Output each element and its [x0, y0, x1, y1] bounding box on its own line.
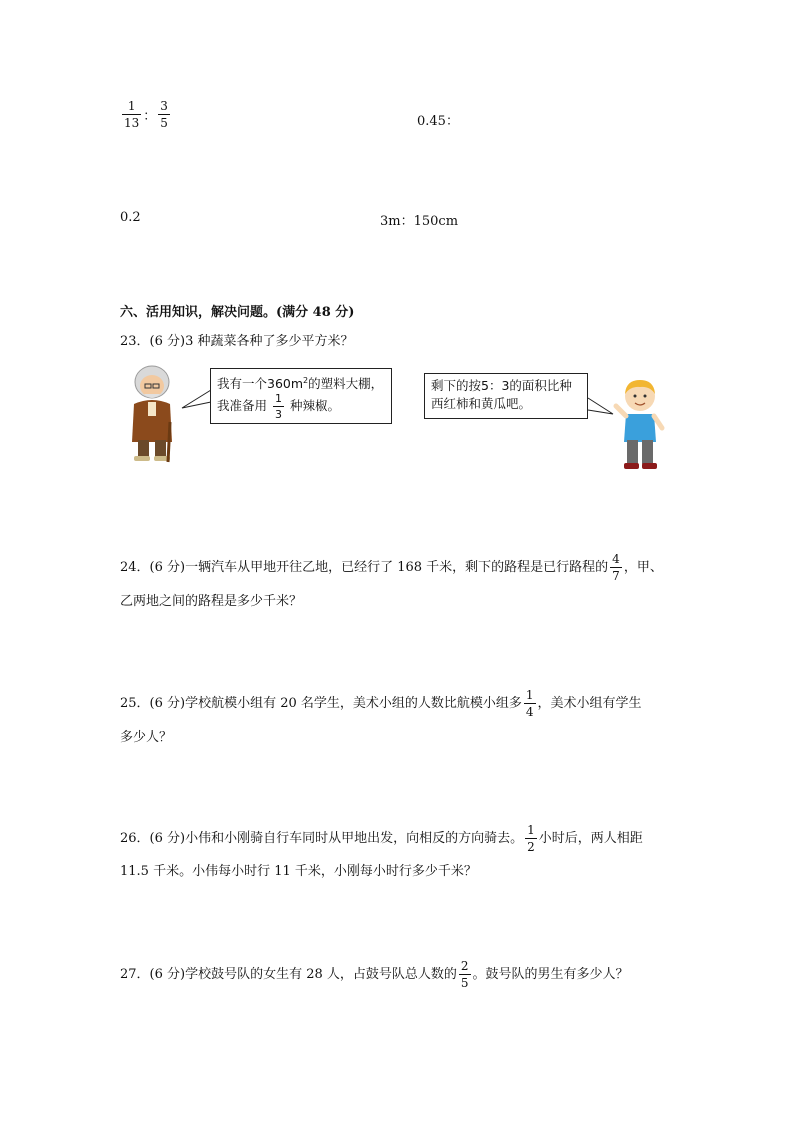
fraction: $\frac{4}{7}$ — [612, 552, 620, 583]
grandfather-icon — [122, 362, 182, 468]
ratio-expression-3: 0.2 — [120, 210, 141, 225]
fraction: $\frac{2}{5}$ — [460, 959, 469, 990]
question-26: 26．(6 分)小伟和小刚骑自行车同时从甲地出发，向相反的方向骑去。 $\frac{1}{2}$ 小时后，两人相距 — [120, 823, 643, 854]
fraction: $\frac{3}{5}$ — [160, 99, 168, 130]
ratio-expression-4: 3m：150cm — [380, 214, 459, 229]
fraction: $\frac{1}{4}$ — [525, 688, 534, 719]
fraction: $\frac{1}{13}$ — [124, 99, 140, 130]
speech-bubble-tail-right — [587, 396, 615, 420]
speech-bubble-grandfather — [210, 368, 392, 424]
section-heading: 六、活用知识，解决问题。(满分 48 分) — [120, 305, 355, 320]
question-25: 25．(6 分)学校航模小组有 20 名学生，美术小组的人数比航模小组多 $\frac{1}{4}$ ，美术小组有学生 — [120, 688, 642, 719]
bubble-line: 我有一个$360m^2$的塑料大棚， — [217, 376, 384, 392]
question-26-line2: 11.5 千米。小伟每小时行 11 千米，小刚每小时行多少千米？ — [120, 864, 477, 879]
speech-bubble-boy — [424, 373, 588, 419]
ratio-expression-2: 0.45： — [417, 114, 459, 129]
speech-bubble-tail-left — [180, 388, 212, 412]
question-24-line2: 乙两地之间的路程是多少千米？ — [120, 594, 303, 609]
fraction: $\frac{1}{2}$ — [527, 823, 535, 854]
bubble-line: 我准备用 $\frac{1}{3}$ 种辣椒。 — [217, 392, 340, 422]
bubble-line: 西红柿和黄瓜吧。 — [431, 396, 532, 411]
question-24: 24．(6 分)一辆汽车从甲地开往乙地，已经行了 168 千米，剩下的路程是已行路程的 $\frac{4}{7}$ ，甲、 — [120, 552, 663, 583]
fraction: $\frac{1}{3}$ — [275, 392, 282, 422]
bubble-line: 剩下的按5：3的面积比种 — [431, 378, 572, 393]
question-25-line2: 多少人？ — [120, 730, 173, 745]
question-23: 23．(6 分)3 种蔬菜各种了多少平方米？ — [120, 334, 354, 349]
question-27: 27．(6 分)学校鼓号队的女生有 28 人，占鼓号队总人数的 $\frac{2}{5}$ 。鼓号队的男生有多少人？ — [120, 959, 629, 990]
boy-icon — [612, 378, 668, 474]
ratio-expression-1: $\frac{1}{13}$ ： $\frac{3}{5}$ — [124, 99, 168, 130]
